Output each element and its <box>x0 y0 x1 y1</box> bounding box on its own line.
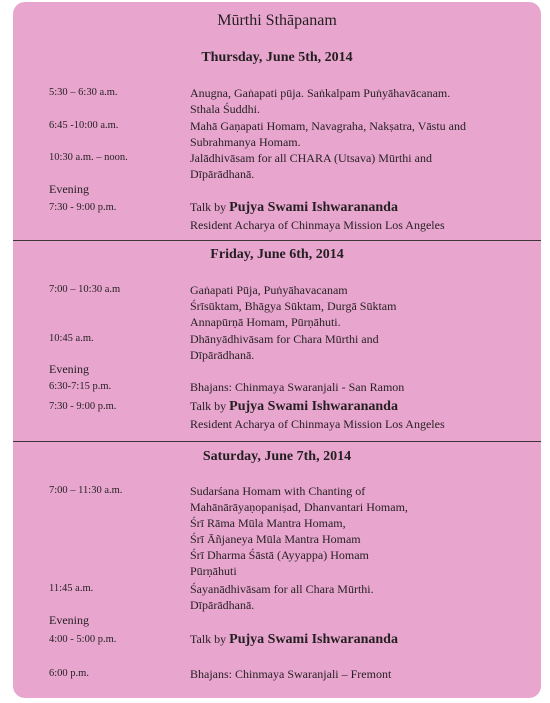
row-description <box>190 85 530 117</box>
day-heading-friday: Friday, June 6th, 2014 <box>210 247 344 262</box>
row-time: 6:45 -10:00 a.m. <box>49 120 119 131</box>
row-time: 4:00 - 5:00 p.m. <box>49 634 117 645</box>
row-time: 7:30 - 9:00 p.m. <box>49 202 117 213</box>
row-time: Evening <box>49 613 89 627</box>
row-description <box>190 483 530 579</box>
description-line: Śrī Āñjaneya Mūla Mantra Homam <box>190 532 361 546</box>
row-description <box>190 282 530 330</box>
talk-prefix: Talk by <box>190 200 230 214</box>
day-heading-thursday: Thursday, June 5th, 2014 <box>201 50 353 65</box>
description-line: Annapūrṇā Homam, Pūrṇāhuti. <box>190 315 341 329</box>
section-divider <box>13 441 541 442</box>
row-time: Evening <box>49 362 89 376</box>
row-description <box>190 150 530 182</box>
description-line: Dhānyādhivāsam for Chara Mūrthi and <box>190 332 379 346</box>
description-line: Bhajans: Chinmaya Swaranjali – Fremont <box>190 667 392 681</box>
description-line: Śrīsūktam, Bhāgya Sūktam, Durgā Sūktam <box>190 299 397 313</box>
speaker-name: Pujya Swami Ishwarananda <box>229 399 398 414</box>
row-description <box>190 581 530 613</box>
speaker-name: Pujya Swami Ishwarananda <box>229 632 398 647</box>
row-description <box>190 198 530 233</box>
section-divider <box>13 240 541 241</box>
description-line: Resident Acharya of Chinmaya Mission Los Angeles <box>190 417 445 431</box>
description-line: Mahānārāyaṇopaniṣad, Dhanvantari Homam, <box>190 500 408 514</box>
description-line: Dīpārādhanā. <box>190 348 255 362</box>
talk-line <box>190 397 530 416</box>
row-time: 5:30 – 6:30 a.m. <box>49 87 118 98</box>
description-line: Sthala Śuddhi. <box>190 102 261 116</box>
description-line: Śrī Dharma Śāstā (Ayyappa) Homam <box>190 548 369 562</box>
row-time: 6:00 p.m. <box>49 668 89 679</box>
talk-line <box>190 198 530 217</box>
row-time: 11:45 a.m. <box>49 583 94 594</box>
row-time: 7:30 - 9:00 p.m. <box>49 401 117 412</box>
description-line: Anugna, Gaṅapati pūja. Saṅkalpam Puṅyāhavācanam. <box>190 86 451 100</box>
row-description <box>190 118 530 150</box>
talk-prefix: Talk by <box>190 399 230 413</box>
row-time: 7:00 – 11:30 a.m. <box>49 485 123 496</box>
row-description <box>190 331 530 363</box>
description-line: Pūrṇāhuti <box>190 564 237 578</box>
description-line: Subrahmanya Homam. <box>190 135 301 149</box>
row-time: 6:30-7:15 p.m. <box>49 381 112 392</box>
description-line: Gaṅapati Pūja, Puṅyāhavacanam <box>190 283 348 297</box>
schedule-card <box>13 2 541 698</box>
row-description <box>190 630 530 649</box>
row-description <box>190 379 530 395</box>
description-line: Dīpārādhanā. <box>190 598 255 612</box>
row-time: 7:00 – 10:30 a.m <box>49 284 121 295</box>
row-description <box>190 666 530 682</box>
description-line: Mahā Gaṇapati Homam, Navagraha, Nakṣatra, Vāstu and <box>190 119 467 133</box>
description-line: Śayanādhivāsam for all Chara Mūrthi. <box>190 582 374 596</box>
row-time: 10:30 a.m. – noon. <box>49 152 128 163</box>
row-time: Evening <box>49 182 89 196</box>
talk-line <box>190 630 530 649</box>
description-line: Dīpārādhanā. <box>190 167 255 181</box>
page-title: Mūrthi Sthāpanam <box>217 12 337 29</box>
description-line: Sudarśana Homam with Chanting of <box>190 484 366 498</box>
description-line: Resident Acharya of Chinmaya Mission Los Angeles <box>190 218 445 232</box>
talk-prefix: Talk by <box>190 632 230 646</box>
row-description <box>190 397 530 432</box>
description-line: Jalādhivāsam for all CHARA (Utsava) Mūrthi and <box>190 151 432 165</box>
row-time: 10:45 a.m. <box>49 333 94 344</box>
description-line: Śrī Rāma Mūla Mantra Homam, <box>190 516 346 530</box>
day-heading-saturday: Saturday, June 7th, 2014 <box>202 449 352 464</box>
speaker-name: Pujya Swami Ishwarananda <box>229 200 398 215</box>
description-line: Bhajans: Chinmaya Swaranjali - San Ramon <box>190 380 405 394</box>
